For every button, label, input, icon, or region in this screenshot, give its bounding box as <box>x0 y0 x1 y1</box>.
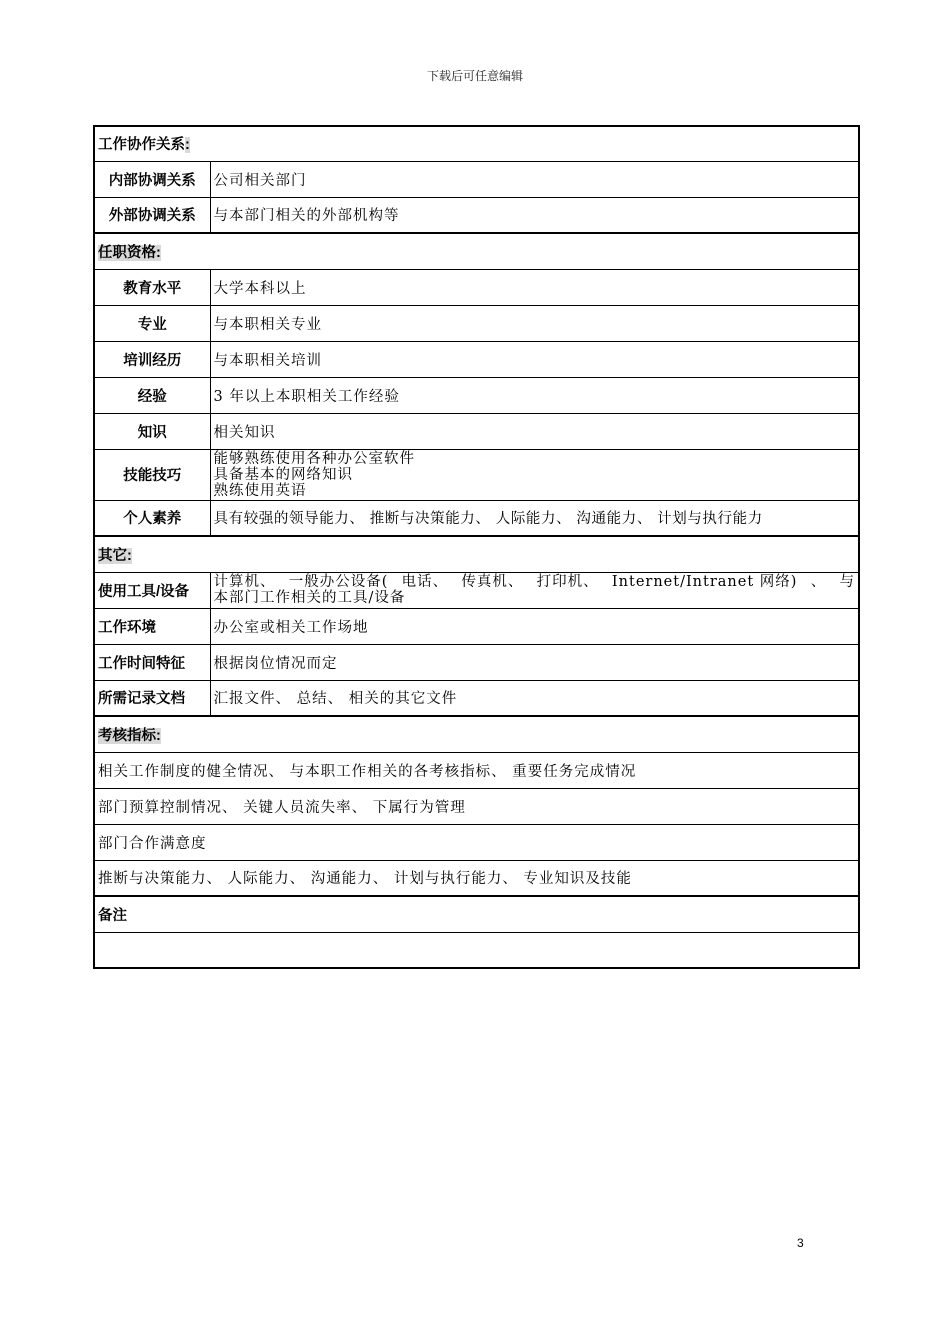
personal-quality-label: 个人素养 <box>94 500 210 536</box>
table-row <box>94 860 859 896</box>
skills-label: 技能技巧 <box>94 449 210 500</box>
section-qualifications-header <box>94 233 859 269</box>
training-label: 培训经历 <box>94 341 210 377</box>
internal-coordination-label: 内部协调关系 <box>94 161 210 197</box>
table-row <box>94 752 859 788</box>
table-row <box>94 305 859 341</box>
job-description-table <box>93 125 860 969</box>
personal-quality-value: 具有较强的领导能力、 推断与决策能力、 人际能力、 沟通能力、 计划与执行能力 <box>210 500 859 536</box>
records-value: 汇报文件、 总结、 相关的其它文件 <box>210 680 859 716</box>
section-remarks-header <box>94 896 859 932</box>
table-row <box>94 269 859 305</box>
page-number: 3 <box>797 1236 804 1250</box>
section-other-header <box>94 536 859 572</box>
title-colon: : <box>185 137 190 154</box>
page-header: 下载后可任意编辑 <box>426 69 523 83</box>
experience-value: 3 年以上本职相关工作经验 <box>210 377 859 413</box>
table-row <box>94 413 859 449</box>
table-row <box>94 788 859 824</box>
assessment-item: 部门预算控制情况、 关键人员流失率、 下属行为管理 <box>94 788 859 824</box>
table-row <box>94 449 859 500</box>
knowledge-value: 相关知识 <box>210 413 859 449</box>
table-row <box>94 197 859 233</box>
experience-label: 经验 <box>94 377 210 413</box>
table-row <box>94 572 859 608</box>
work-time-label: 工作时间特征 <box>94 644 210 680</box>
education-label: 教育水平 <box>94 269 210 305</box>
work-time-value: 根据岗位情况而定 <box>210 644 859 680</box>
table-row <box>94 824 859 860</box>
records-label: 所需记录文档 <box>94 680 210 716</box>
skills-line: 具备基本的网络知识 <box>213 466 353 483</box>
title-colon: : <box>156 727 161 744</box>
table-row <box>94 932 859 968</box>
assessment-item: 推断与决策能力、 人际能力、 沟通能力、 计划与执行能力、 专业知识及技能 <box>94 860 859 896</box>
remarks-value <box>94 932 859 968</box>
section-title-cooperation: 工作协作关系: <box>94 126 859 161</box>
internal-coordination-value: 公司相关部门 <box>210 161 859 197</box>
external-coordination-value: 与本部门相关的外部机构等 <box>210 197 859 233</box>
tools-value <box>210 572 859 608</box>
section-assessment-header <box>94 716 859 752</box>
tools-line-2: 本部门工作相关的工具/设备 <box>213 590 406 606</box>
section-title-remarks: 备注 <box>94 896 859 932</box>
training-value: 与本职相关培训 <box>210 341 859 377</box>
table-row <box>94 500 859 536</box>
section-cooperation-header <box>94 126 859 161</box>
tools-label: 使用工具/设备 <box>94 572 210 608</box>
skills-line: 熟练使用英语 <box>213 482 307 499</box>
major-value: 与本职相关专业 <box>210 305 859 341</box>
work-environment-label: 工作环境 <box>94 608 210 644</box>
major-label: 专业 <box>94 305 210 341</box>
external-coordination-label: 外部协调关系 <box>94 197 210 233</box>
title-colon: : <box>156 244 161 261</box>
table-row <box>94 161 859 197</box>
table-row <box>94 608 859 644</box>
knowledge-label: 知识 <box>94 413 210 449</box>
skills-value <box>210 449 859 500</box>
table-row <box>94 377 859 413</box>
table-row <box>94 341 859 377</box>
table-row <box>94 680 859 716</box>
assessment-item: 部门合作满意度 <box>94 824 859 860</box>
section-title-assessment: 考核指标: <box>94 716 859 752</box>
work-environment-value: 办公室或相关工作场地 <box>210 608 859 644</box>
section-title-qualifications: 任职资格: <box>94 233 859 269</box>
section-title-other: 其它: <box>94 536 859 572</box>
assessment-item: 相关工作制度的健全情况、 与本职工作相关的各考核指标、 重要任务完成情况 <box>94 752 859 788</box>
skills-line: 能够熟练使用各种办公室软件 <box>213 450 415 467</box>
title-colon: : <box>127 547 132 564</box>
education-value: 大学本科以上 <box>210 269 859 305</box>
tools-line-1: 计算机、 一般办公设备( 电话、 传真机、 打印机、 Internet/Intranet 网络) 、 与 <box>213 574 855 590</box>
table-row <box>94 644 859 680</box>
